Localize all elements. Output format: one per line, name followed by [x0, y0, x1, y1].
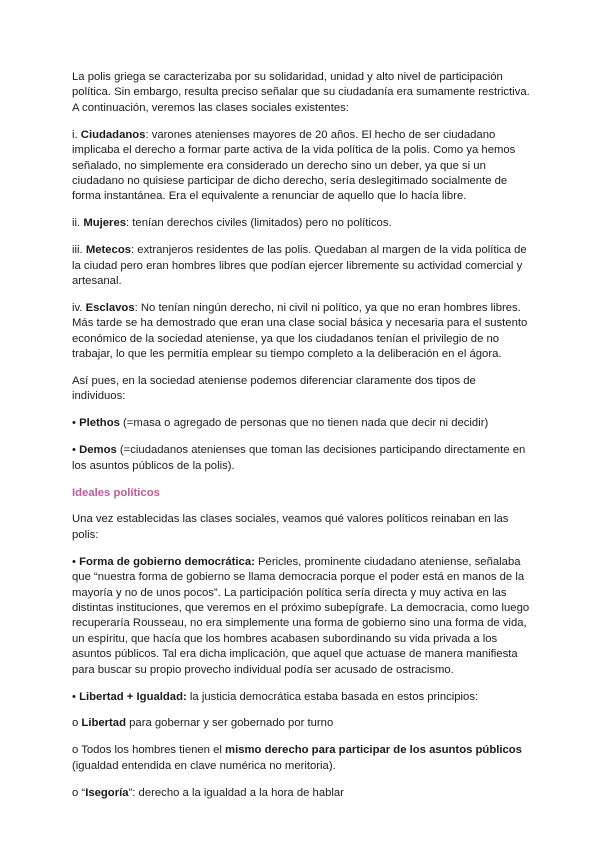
type-demos [72, 443, 530, 474]
types-intro: Así pues, en la sociedad ateniense podemos diferenciar claramente dos tipos de individuos: [72, 375, 476, 403]
bullet: • [72, 555, 80, 568]
sub-text-before: o “ [72, 786, 86, 799]
sub-term: mismo derecho para participar de los asuntos públicos [225, 744, 522, 757]
class-term: Mujeres [83, 217, 127, 230]
class-mujeres [72, 216, 530, 231]
class-text: : varones atenienses mayores de 20 años. El hecho de ser ciudadano implicaba el derecho a formar parte activa de la vida política de la polis. Como ya hemos señalado, no simplemente era considerado un derecho sino un deber, ya que si un ciudadano no quisiese participar de dicho derecho, sería deslegitimado socialmente de forma instantánea. Era el equivalente a renunciar de aquello que lo hacía libre. [72, 128, 516, 203]
type-term: Plethos [79, 417, 120, 430]
sub-prefix: o [72, 717, 82, 730]
type-term: Demos [79, 444, 117, 457]
class-term: Ciudadanos [80, 128, 146, 141]
forma-text: Pericles, prominente ciudadano ateniense, señalaba que “nuestra forma de gobierno se llama democracia porque el poder está en manos de la mayoría y no de unos pocos”. La participación política sería directa y muy activa en las distintas instituciones, que veremos en el próximo subepígrafe. La democracia, como luego recuperaría Rousseau, no era simplemente una forma de gobierno sino una forma de vida, un espíritu, que hacía que los hombres acabasen subordinando su vida privada a los asuntos públicos. Tal era dicha implicación, que aquel que actuase de manera manifiesta para buscar su propio provecho individual podía ser acusado de ostracismo. [72, 555, 530, 676]
libertad-text: la justicia democrática estaba basada en estos principios: [186, 690, 479, 703]
class-esclavos [72, 301, 530, 363]
sub-item-libertad [72, 716, 530, 731]
section-intro: Una vez establecidas las clases sociales, veamos qué valores políticos reinaban en las polis: [72, 513, 509, 541]
bullet: • [72, 444, 80, 457]
class-prefix: iv. [72, 301, 86, 314]
section-heading: Ideales políticos [72, 486, 160, 499]
intro-paragraph: La polis griega se caracterizaba por su solidaridad, unidad y alto nivel de participación política. Sin embargo, resulta preciso señalar que su ciudadanía era sumamente restrictiva. A continuación, veremos las clases sociales existentes: [72, 71, 530, 114]
class-prefix: ii. [72, 217, 84, 230]
class-term: Esclavos [85, 301, 135, 314]
sub-term: Libertad [81, 717, 126, 730]
libertad-term: Libertad + Igualdad: [79, 690, 187, 703]
sub-text-before: o Todos los hombres tienen el [72, 744, 226, 757]
bullet: • [72, 417, 80, 430]
forma-term: Forma de gobierno democrática: [79, 555, 255, 568]
sub-text-after: (igualdad entendida en clave numérica no meritoria). [72, 759, 336, 772]
sub-term: Isegoría [85, 786, 129, 799]
sub-text: para gobernar y ser gobernado por turno [126, 717, 334, 730]
document-page [72, 70, 530, 813]
class-text: : No tenían ningún derecho, ni civil ni político, ya que no eran hombres libres. Más tarde se ha demostrado que eran una clase social básica y necesaria para el sustento económico de la sociedad ateniense, ya que los ciudadanos tenían el privilegio de no trabajar, lo que les permitía emplear su tiempo completo a la deliberación en el ágora. [72, 301, 528, 361]
class-text: : tenían derechos civiles (limitados) pero no políticos. [126, 217, 392, 230]
sub-text-after: ”: derecho a la igualdad a la hora de hablar [128, 786, 344, 799]
class-term: Metecos [85, 244, 132, 257]
class-prefix: iii. [72, 244, 86, 257]
sub-item-mismo-derecho [72, 743, 530, 774]
type-text: (=ciudadanos atenienses que toman las decisiones participando directamente en los asuntos públicos de la polis). [72, 444, 526, 472]
class-ciudadanos [72, 128, 530, 205]
bullet: • [72, 690, 80, 703]
class-metecos [72, 243, 530, 289]
class-text: : extranjeros residentes de las polis. Quedaban al margen de la vida política de la ciudad pero eran hombres libres que podían ejercer libremente su actividad comercial y artesanal. [72, 244, 527, 287]
type-plethos [72, 416, 530, 431]
class-prefix: i. [72, 128, 81, 141]
libertad-igualdad-paragraph [72, 690, 530, 705]
forma-gobierno-paragraph [72, 555, 530, 678]
sub-item-isegoria [72, 786, 530, 801]
type-text: (=masa o agregado de personas que no tienen nada que decir ni decidir) [119, 417, 489, 430]
